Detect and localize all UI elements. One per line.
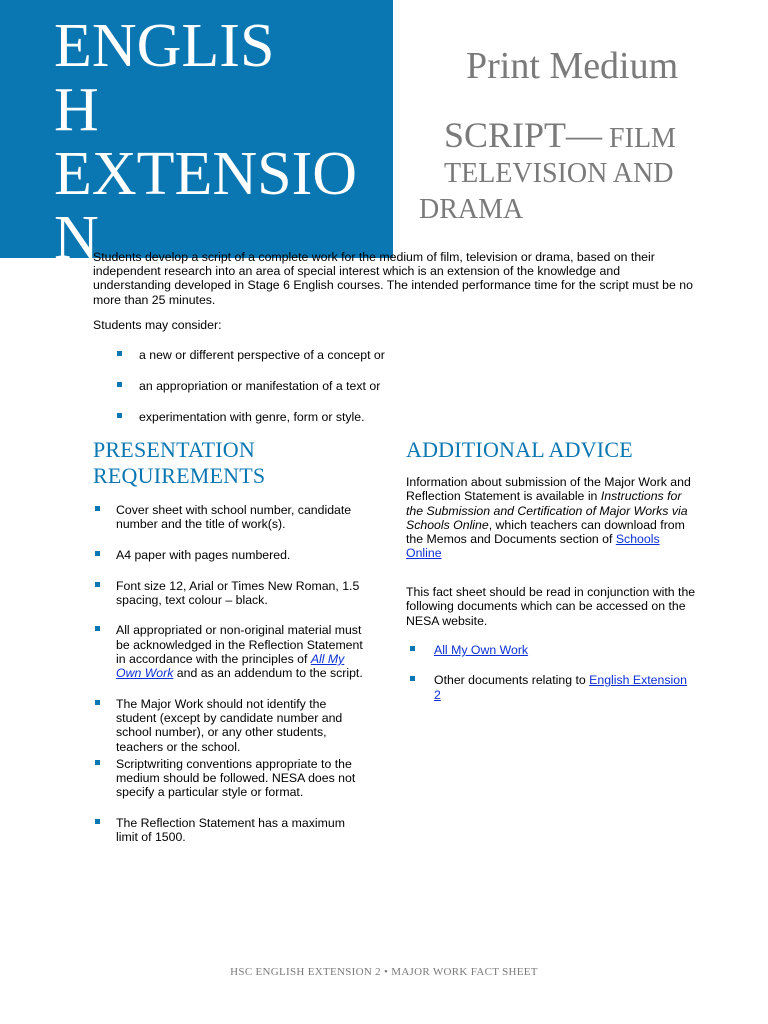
page-footer: HSC ENGLISH EXTENSION 2 • MAJOR WORK FACT SHEET (230, 966, 538, 978)
script-word: SCRIPT— (444, 115, 603, 155)
list-item (117, 379, 437, 393)
list-item-text: The Reflection Statement has a maximum limit of 1500. (116, 815, 345, 845)
list-item (93, 816, 368, 845)
drama-subtitle: DRAMA (419, 194, 524, 225)
presentation-heading-line-2: REQUIREMENTS (93, 463, 266, 488)
intro-paragraph: Students develop a script of a complete work for the medium of film, television or drama, based on their independent research into an area of special interest which is an extension of the knowledge and understanding developed in Stage 6 English courses. The intended performance time for the script must be no more than 25 minutes. (93, 250, 693, 307)
list-item (93, 757, 368, 800)
list-item-text: experimentation with genre, form or style. (139, 410, 365, 424)
title-line-2: H (54, 76, 99, 144)
all-my-own-work-link-text: All My Own Work (116, 652, 345, 681)
bullet-square-icon (95, 506, 100, 511)
advice-paragraph-2: This fact sheet should be read in conjunction with the following documents which can be accessed on the NESA website. (406, 585, 696, 628)
additional-advice-heading: ADDITIONAL ADVICE (406, 437, 633, 462)
title-line-4: 2 (54, 268, 85, 336)
film-word: FILM (602, 123, 676, 154)
english-extension-2-link[interactable]: English Extension 2 (434, 673, 687, 702)
bullet-square-icon (117, 382, 122, 387)
list-item-text: a new or different perspective of a concept or (139, 348, 385, 362)
list-item-text: All appropriated or non-original material must be acknowledged in the Reflection Statement in accordance with the principles of (116, 623, 363, 667)
bullet-square-icon (410, 646, 415, 651)
bullet-square-icon (95, 551, 100, 556)
advice-text-middle: , which teachers can download from the Memos and Documents section of (406, 517, 685, 547)
presentation-list (93, 503, 368, 844)
bullet-square-icon (117, 413, 122, 418)
list-item (93, 503, 368, 532)
bullet-square-icon (95, 760, 100, 765)
advice-paragraph-1 (406, 475, 696, 561)
list-item (93, 697, 368, 754)
list-item-text: The Major Work should not identify the student (except by candidate number and school number), or any other students, teachers or the school. (116, 696, 343, 754)
list-item (93, 548, 368, 562)
presentation-heading-line-1: PRESENTATION (93, 437, 255, 462)
script-subtitle (444, 113, 676, 161)
list-item (410, 673, 690, 702)
list-item (93, 623, 368, 680)
print-medium-subtitle: Print Medium (466, 45, 679, 87)
presentation-heading (93, 437, 373, 489)
bullet-square-icon (95, 700, 100, 705)
consider-label: Students may consider: (93, 318, 222, 332)
list-item (410, 643, 690, 657)
bullet-square-icon (95, 819, 100, 824)
television-subtitle: TELEVISION AND (444, 158, 674, 189)
list-item-text: Cover sheet with school number, candidate number and the title of work(s). (116, 503, 352, 532)
bullet-square-icon (95, 582, 100, 587)
list-item (93, 579, 368, 608)
advice-text-start: Information about submission of the Major Work and Reflection Statement is available in (406, 475, 691, 504)
list-item-text: Scriptwriting conventions appropriate to the medium should be followed. NESA does not specify a particular style or format. (116, 756, 356, 800)
bullet-square-icon (410, 676, 415, 681)
instructions-document-title: Instructions for the Submission and Certification of Major Works via Schools Online (406, 489, 688, 532)
list-item (117, 410, 437, 424)
bullet-square-icon (95, 626, 100, 631)
title-line-1: ENGLIS (54, 12, 275, 80)
list-item-text: Other documents relating to (434, 673, 590, 688)
list-item-text: an appropriation or manifestation of a text or (139, 379, 381, 393)
list-item (117, 348, 437, 362)
bullet-square-icon (117, 351, 122, 356)
title-line-3: EXTENSION (54, 140, 358, 272)
list-item-text-tail: and as an addendum to the script. (173, 666, 363, 681)
consider-list (117, 348, 437, 424)
all-my-own-work-document-link[interactable]: All My Own Work (434, 643, 529, 657)
advice-links-list (410, 643, 690, 702)
list-item-text: A4 paper with pages numbered. (116, 547, 291, 562)
schools-online-link[interactable]: Schools Online (406, 532, 660, 561)
list-item-text: Font size 12, Arial or Times New Roman, 1.5 spacing, text colour – black. (116, 578, 360, 608)
